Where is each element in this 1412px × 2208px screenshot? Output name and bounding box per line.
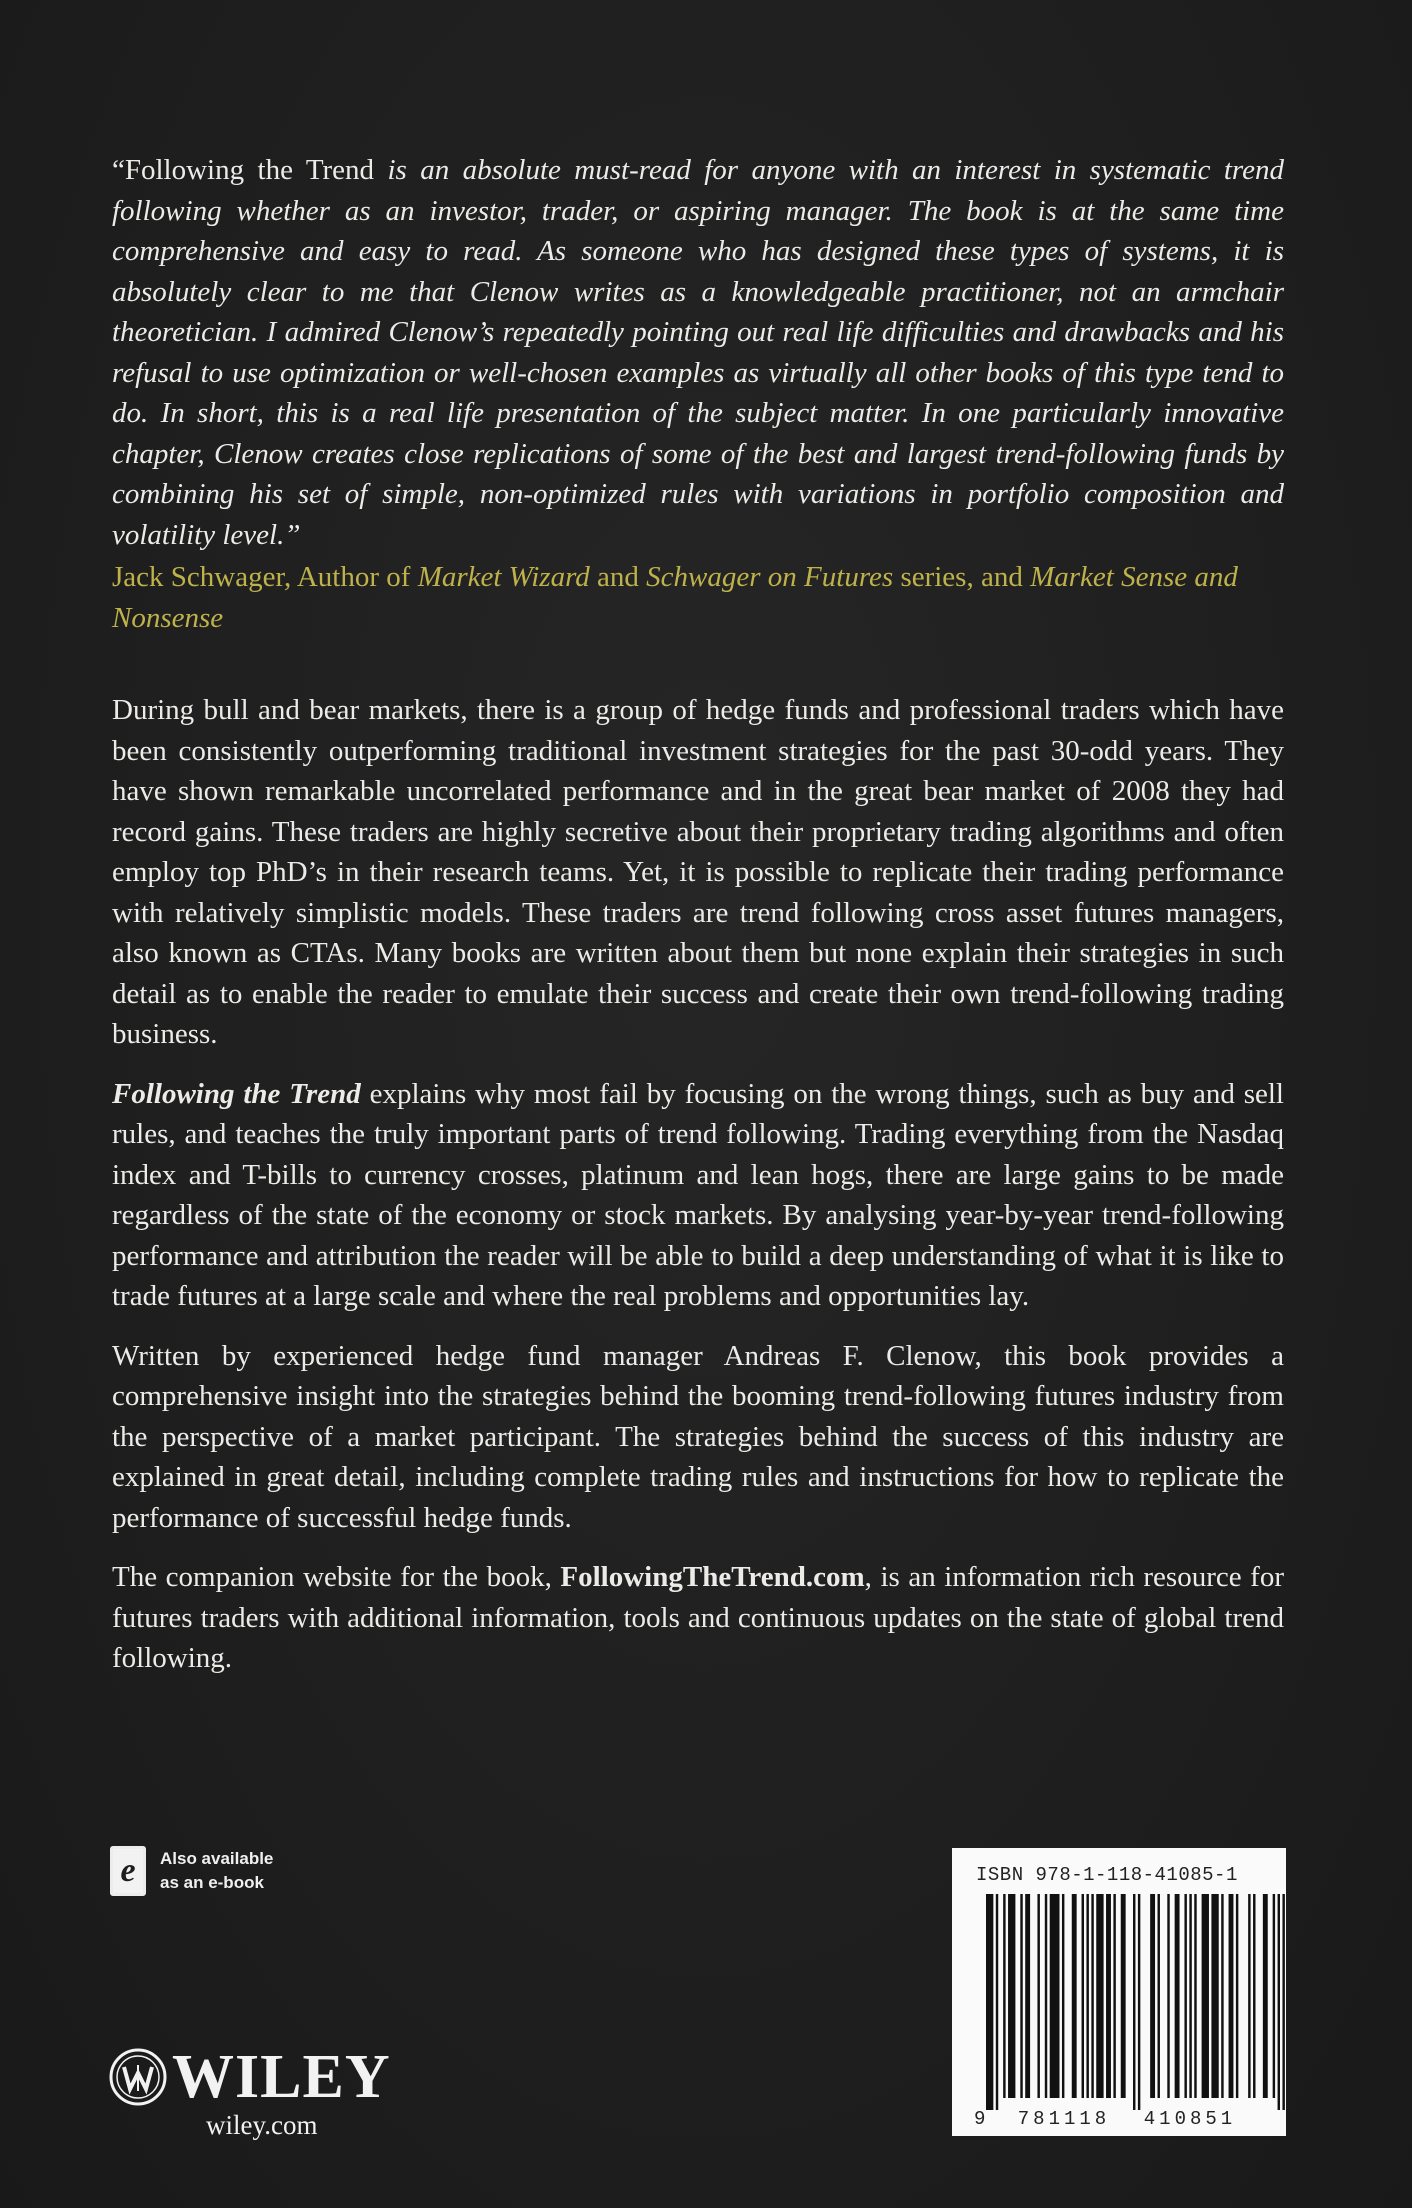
barcode-bar	[1020, 1894, 1022, 2098]
barcode-digits: 410851	[1143, 2108, 1237, 2130]
cover-text-block	[112, 150, 1284, 1679]
description-paragraph-4	[112, 1557, 1284, 1679]
publisher-logo	[108, 2043, 391, 2141]
attribution-name: Jack Schwager, Author of	[112, 561, 418, 593]
paragraph-2-text: explains why most fail by focusing on the wrong things, such as buy and sell rules, and teaches the truly important parts of trend following. Trading everything from the Nasdaq index and T-bills to currency crosses, platinum and lean hogs, there are large gains to be made regardless of the state of the economy or stock markets. By analysing year-by-year trend-following performance and attribution the reader will be able to build a deep understanding of what it is like to trade futures at a large scale and where the real problems and opportunities lay.	[112, 1077, 1284, 1312]
barcode-bar	[1248, 1894, 1250, 2098]
ebook-notice	[110, 1846, 273, 1896]
wiley-wordmark: WILEY	[172, 2043, 391, 2111]
companion-website: FollowingTheTrend.com	[560, 1561, 865, 1593]
barcode-bar	[1062, 1894, 1064, 2098]
barcode-bar	[1150, 1894, 1155, 2098]
barcode-bar	[1106, 1894, 1111, 2098]
paragraph-book-title: Following the Trend	[112, 1077, 361, 1110]
barcode-bar	[1133, 1894, 1135, 2110]
barcode-bar	[1229, 1894, 1234, 2098]
barcode-bar	[1003, 1894, 1005, 2098]
barcode-bar	[1072, 1894, 1077, 2098]
barcode-bar	[1121, 1894, 1126, 2098]
barcode-bar	[1113, 1894, 1115, 2098]
barcode-bar	[1194, 1894, 1196, 2098]
barcode-bar	[1096, 1894, 1103, 2098]
barcode-bar	[1138, 1894, 1140, 2110]
barcode-digits: 781118	[1017, 2108, 1111, 2130]
ebook-text	[160, 1847, 273, 1895]
barcode-bar	[1202, 1894, 1209, 2098]
publisher-url: wiley.com	[206, 2110, 318, 2140]
attribution-book-3: Market Sense and Nonsense	[112, 561, 1238, 634]
barcode-bar	[986, 1894, 993, 2110]
barcode-bar	[1175, 1894, 1180, 2098]
barcode-bar	[1282, 1894, 1284, 2110]
barcode-bar	[1253, 1894, 1255, 2098]
ebook-line-2: as an e-book	[160, 1873, 264, 1892]
wiley-seal-icon	[108, 2047, 168, 2107]
description-paragraph-1: During bull and bear markets, there is a group of hedge funds and professional traders which have been consistently outperforming traditional investment strategies for the past 30-odd years. They have shown remarkable uncorrelated performance and in the great bear market of 2008 they had record gains. These traders are highly secretive about their proprietary trading algorithms and often employ top PhD’s in their research teams. Yet, it is possible to replicate their trading performance with relatively simplistic models. These traders are trend following cross asset futures managers, also known as CTAs. Many books are written about them but none explain their strategies in such detail as to enable the reader to emulate their success and create their own trend-following trading business.	[112, 694, 1284, 1050]
barcode-bar	[1221, 1894, 1223, 2098]
barcode-bar	[1211, 1894, 1218, 2098]
barcode-bar	[1045, 1894, 1047, 2098]
barcode-bar	[1189, 1894, 1191, 2098]
barcode-bar	[1236, 1894, 1238, 2098]
paragraph-4-text: , is an information rich resource for futures traders with additional information, tools and continuous updates on the state of global trend following.	[112, 1561, 1284, 1674]
barcode-bar	[1086, 1894, 1088, 2098]
endorsement-quote	[112, 150, 1284, 555]
attribution-mid: series, and	[893, 561, 1031, 593]
barcode-bar	[1263, 1894, 1268, 2098]
barcode-bar	[1273, 1894, 1275, 2098]
barcode-bar	[1082, 1894, 1084, 2098]
isbn-barcode-box	[952, 1848, 1286, 2136]
barcode-bar	[1050, 1894, 1060, 2098]
paragraph-4-lead: The companion website for the book,	[112, 1561, 561, 1593]
ebook-line-1: Also available	[160, 1849, 274, 1868]
quote-text: is an absolute must-read for anyone with an interest in systematic trend following whether as an investor, trader, or aspiring manager. The book is at the same time comprehensive and easy to read. As someone who has designed these types of systems, it is absolutely clear to me that Clenow writes as a knowledgeable practitioner, not an armchair theoretician. I admired Clenow’s repeatedly pointing out real life difficulties and drawbacks and his refusal to use optimization or well-chosen examples as virtually all other books of this type tend to do. In short, this is a real life presentation of the subject matter. In one particularly innovative chapter, Clenow creates close replications of some of the best and largest trend-following funds by combining his set of simple, non-optimized rules with variations in portfolio composition and volatility level.”	[112, 154, 1284, 551]
barcode-bar	[1278, 1894, 1280, 2110]
barcode-bar	[1158, 1894, 1160, 2098]
barcode-digits: 9	[974, 2108, 990, 2130]
barcode-bar	[1025, 1894, 1030, 2098]
description-paragraph-3: Written by experienced hedge fund manager Andreas F. Clenow, this book provides a comprehensive insight into the strategies behind the booming trend-following futures industry from the perspective of a market participant. The strategies behind the success of this industry are explained in great detail, including complete trading rules and instructions for how to replicate the performance of successful hedge funds.	[112, 1339, 1284, 1534]
quote-attribution	[112, 557, 1284, 638]
barcode-bar	[1037, 1894, 1039, 2098]
barcode-bar	[1091, 1894, 1093, 2098]
barcode-icon	[952, 1848, 1286, 2136]
barcode-bar	[1184, 1894, 1186, 2098]
attribution-book-2: Schwager on Futures	[646, 561, 894, 593]
isbn-label: ISBN 978-1-118-41085-1	[976, 1864, 1238, 1886]
quote-book-title: “Following the Trend	[112, 154, 375, 186]
description-paragraph-2	[112, 1074, 1284, 1317]
ebook-icon: e	[110, 1846, 146, 1896]
barcode-bar	[1008, 1894, 1015, 2098]
barcode-bar	[1167, 1894, 1169, 2098]
barcode-bar	[996, 1894, 998, 2110]
attribution-book-1: Market Wizard	[417, 561, 590, 593]
attribution-and: and	[589, 561, 647, 593]
